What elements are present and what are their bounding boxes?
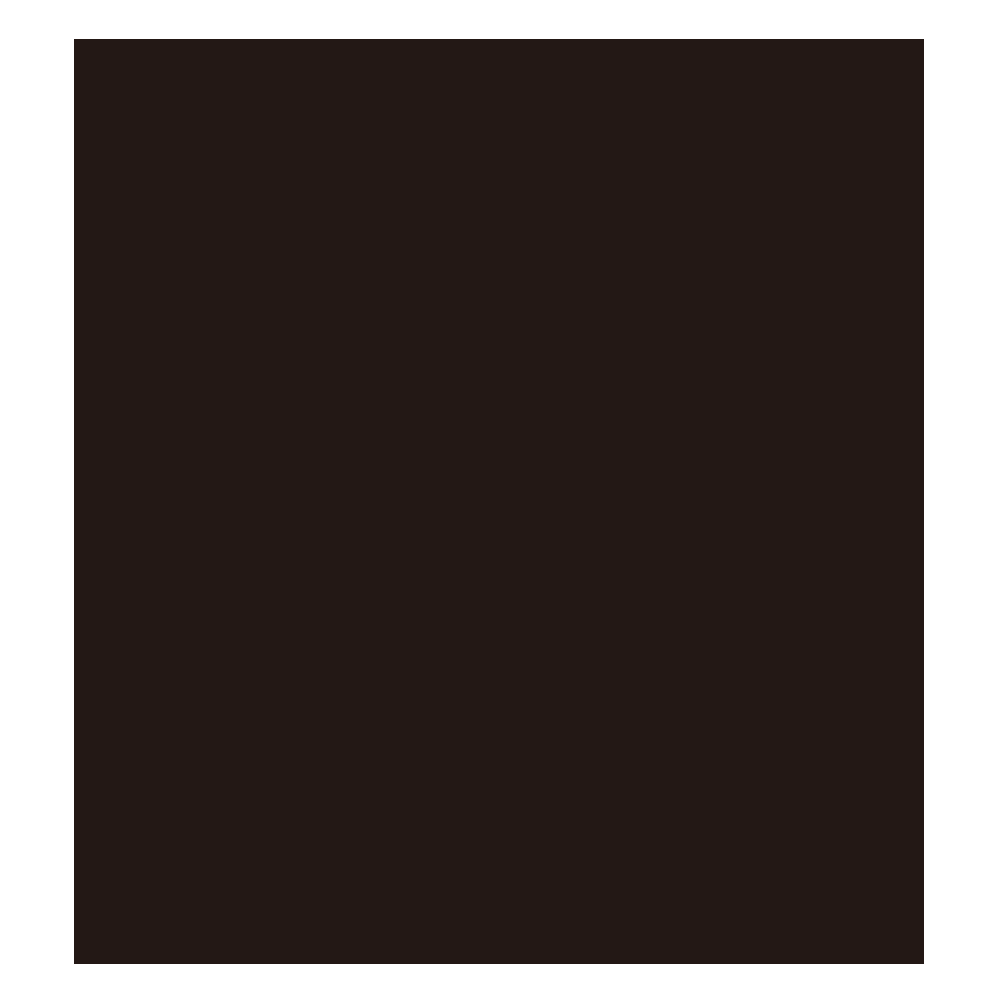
solid-dark-rectangle — [74, 39, 924, 964]
